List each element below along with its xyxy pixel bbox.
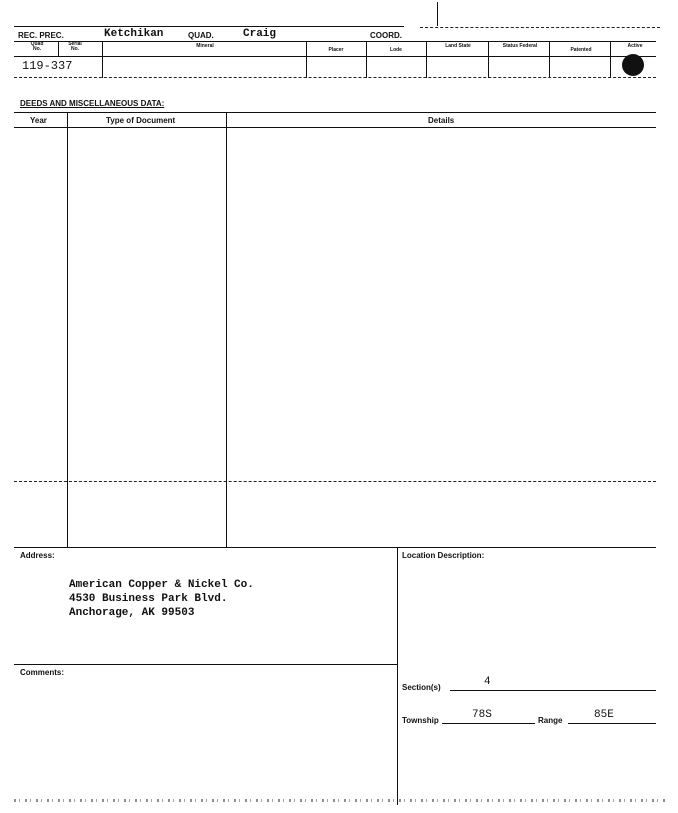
col-patented: Patented	[570, 47, 592, 53]
comments-label: Comments:	[20, 668, 65, 677]
col-active: Active	[627, 43, 643, 49]
address-block	[69, 578, 254, 620]
range-line	[568, 723, 656, 724]
columns-mid-rule	[14, 56, 656, 57]
col-lode: Lode	[390, 47, 402, 53]
section-line	[450, 690, 656, 691]
township-label: Township	[402, 716, 439, 725]
deeds-section-title: DEEDS AND MISCELLANEOUS DATA:	[20, 99, 165, 108]
rec-prec-value: Ketchikan	[104, 28, 164, 40]
deeds-bottom-rule	[14, 547, 656, 548]
scan-noise-strip	[14, 799, 668, 802]
deeds-top-rule	[14, 112, 656, 113]
header-tick	[437, 2, 438, 26]
township-value: 78S	[472, 709, 492, 721]
quad-label: QUAD.	[188, 31, 214, 40]
address-label: Address:	[20, 551, 55, 560]
col-status-federal: Status Federal	[502, 43, 538, 49]
col-quad-no: Quad No.	[30, 41, 44, 52]
rec-prec-label: REC. PREC.	[18, 31, 64, 40]
range-label: Range	[538, 716, 563, 725]
col-divider-mineral	[102, 42, 103, 78]
coord-label: COORD.	[370, 31, 402, 40]
quad-value: Craig	[243, 28, 277, 40]
quad-serial-value: 119-337	[22, 59, 73, 73]
deeds-dashed-rule	[14, 481, 656, 482]
record-bottom-rule	[14, 77, 656, 78]
address-location-divider	[397, 547, 398, 805]
deeds-header-rule	[14, 127, 656, 128]
col-mineral: Mineral	[196, 43, 214, 49]
section-value: 4	[484, 676, 491, 688]
deeds-divider-type	[67, 112, 68, 548]
col-serial-no: Serial No.	[68, 41, 82, 52]
col-divider-active	[610, 42, 611, 78]
col-divider-serial	[58, 42, 59, 56]
col-placer: Placer	[328, 47, 344, 53]
address-line-3: Anchorage, AK 99503	[69, 607, 195, 619]
deeds-divider-details	[226, 112, 227, 548]
col-divider-land	[426, 42, 427, 78]
col-divider-lode	[366, 42, 367, 78]
col-land-state: Land State	[445, 43, 471, 49]
deeds-col-year: Year	[30, 116, 47, 125]
section-label: Section(s)	[402, 683, 441, 692]
col-divider-federal	[488, 42, 489, 78]
township-line	[442, 723, 535, 724]
active-hole-punch	[622, 54, 644, 76]
address-line-1: American Copper & Nickel Co.	[69, 579, 254, 591]
header-top-rule	[14, 26, 404, 27]
address-line-2: 4530 Business Park Blvd.	[69, 593, 228, 605]
address-comments-rule	[14, 664, 397, 665]
columns-top-rule	[14, 41, 656, 42]
col-divider-placer	[306, 42, 307, 78]
header-top-rule-right	[420, 27, 660, 28]
col-divider-patented	[549, 42, 550, 78]
deeds-col-type: Type of Document	[106, 116, 176, 125]
deeds-col-details: Details	[428, 116, 455, 125]
range-value: 85E	[594, 709, 614, 721]
location-description-label: Location Description:	[402, 551, 485, 560]
